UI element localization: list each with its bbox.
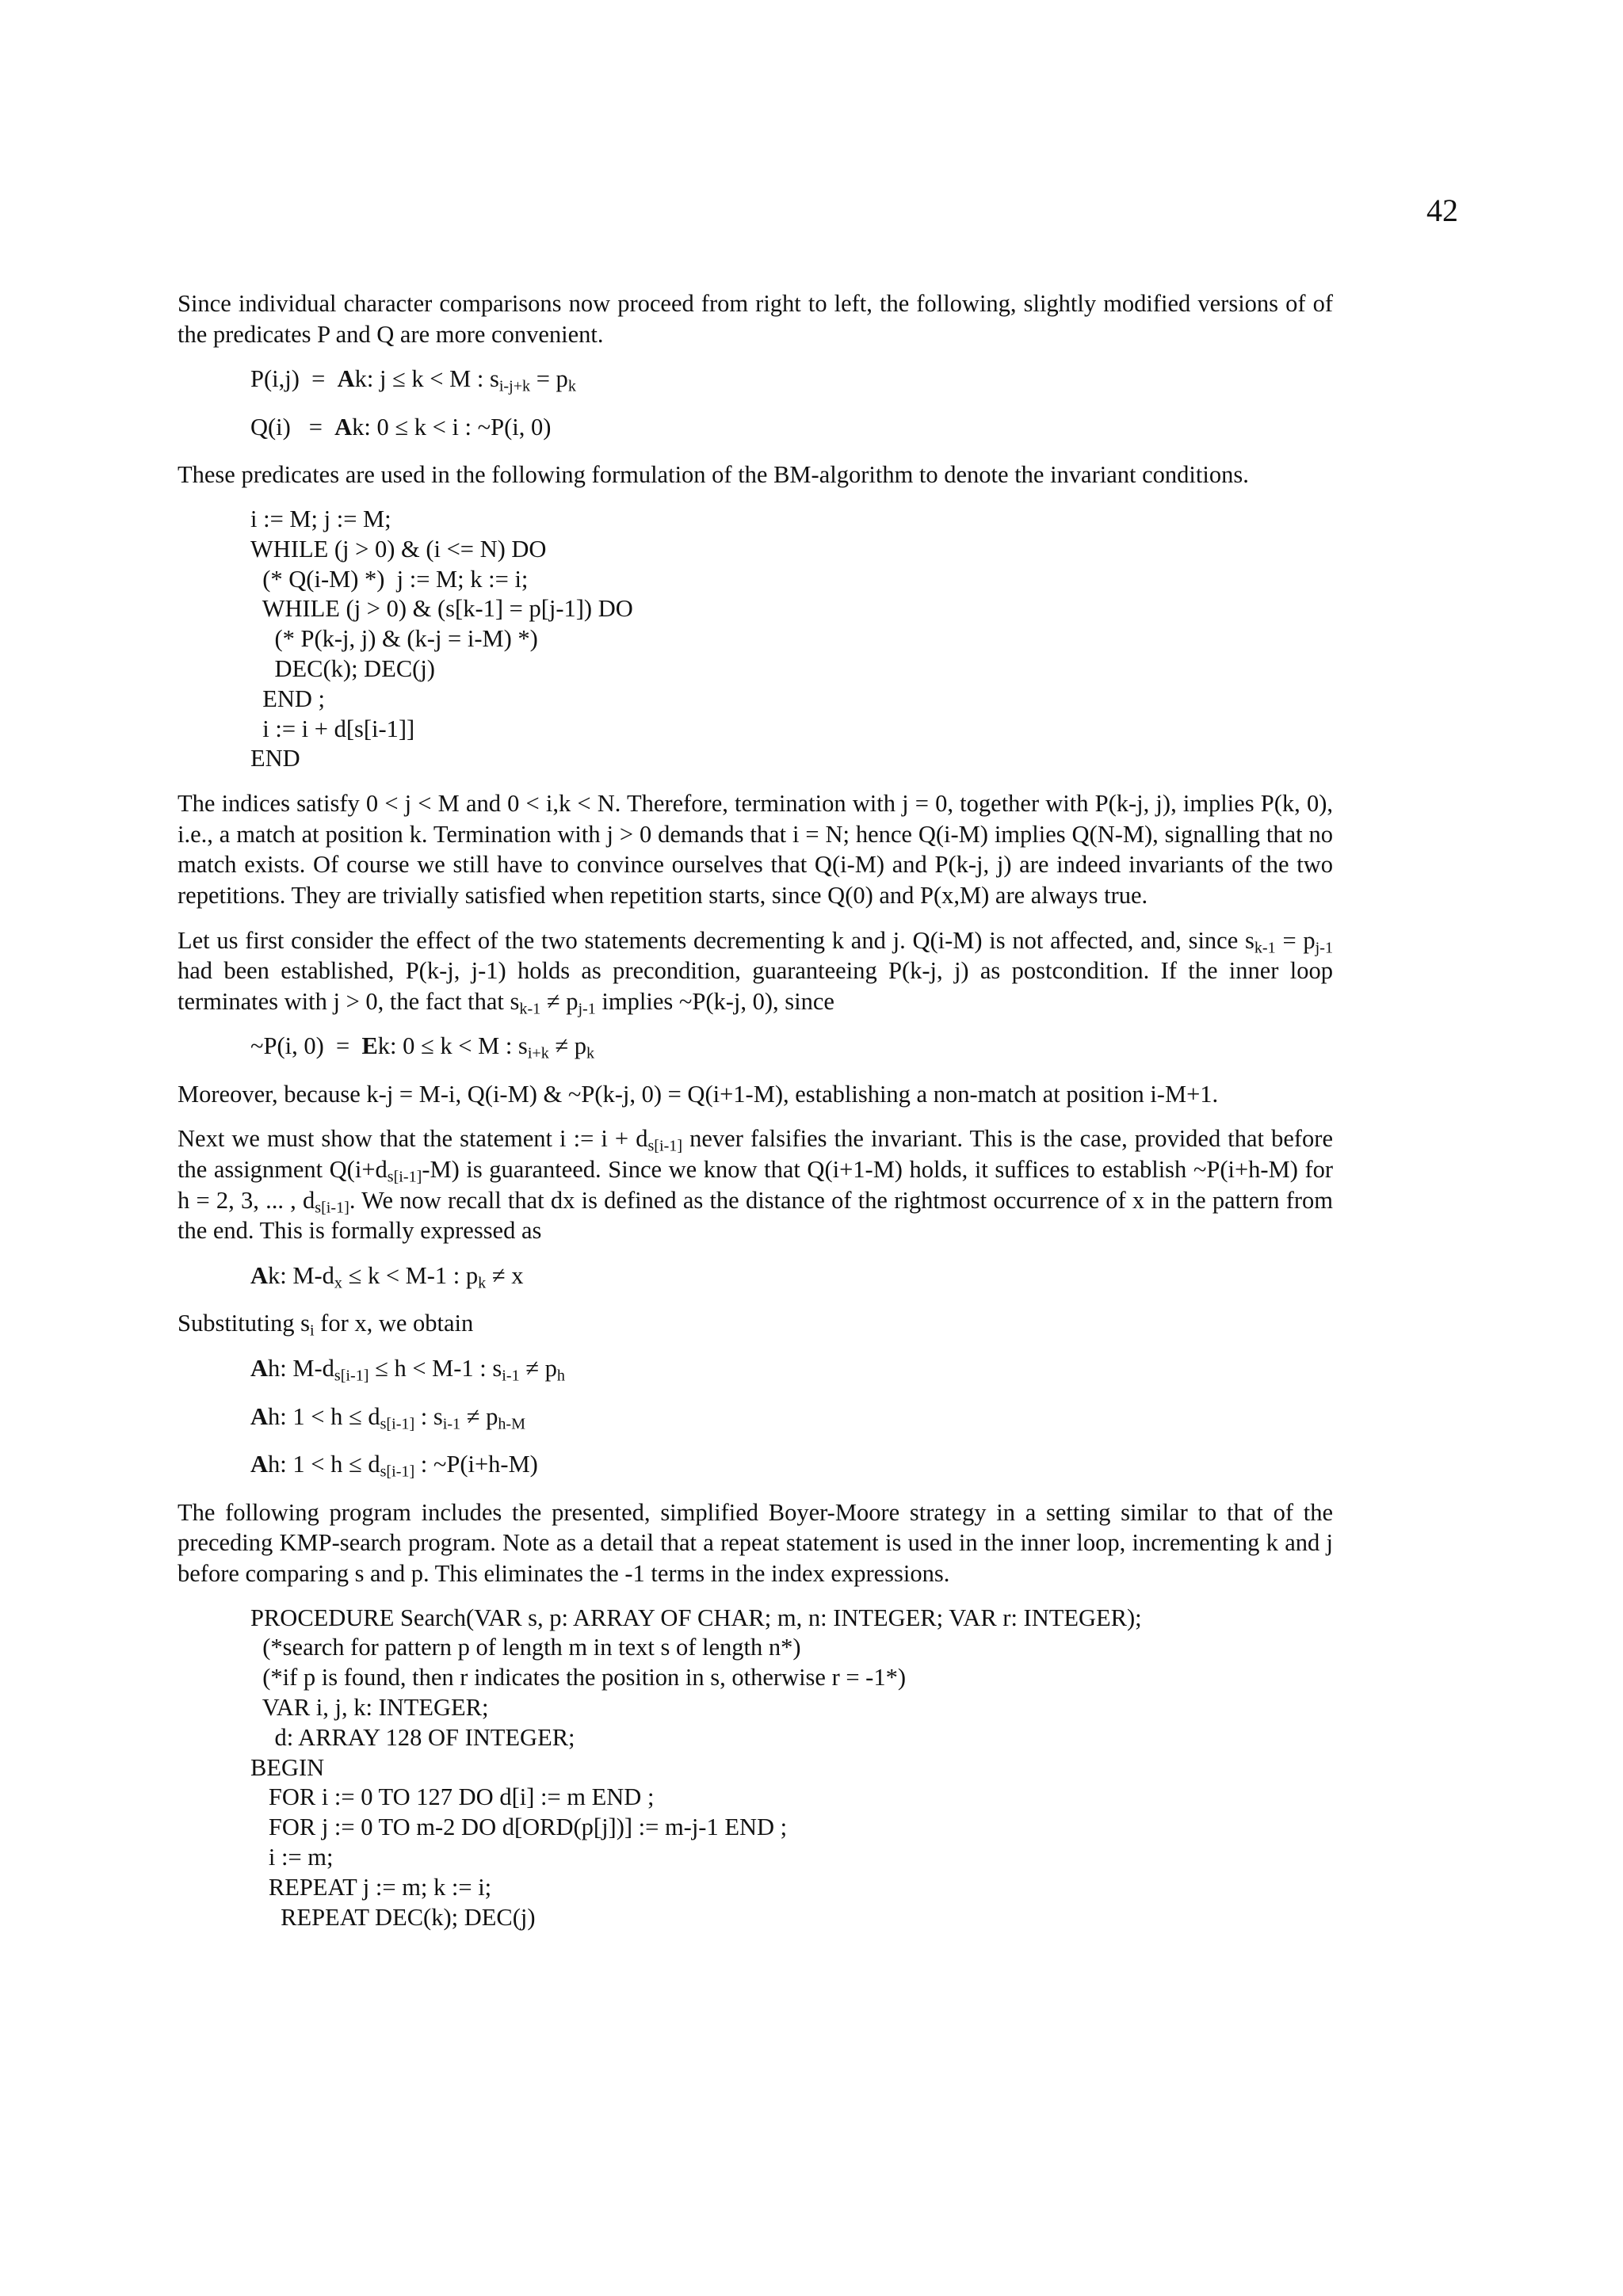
- formula-substituted-2: Ah: $1 < h \le d_{s[i-1]}$ : $s_{i-1} \ne p_{h-M}$: [250, 1402, 525, 1433]
- formula-not-p: ~P(i, 0) = Ek: 0 ≤ k < M : $s_{i+k} \ne p_k$: [250, 1032, 595, 1062]
- code-line: WHILE (j > 0) & (i <= N) DO: [250, 535, 547, 563]
- formula-substituted-3: Ah: $1 < h \le d_{s[i-1]}$ : ~P(i+h-M): [250, 1451, 538, 1481]
- code-line: i := i + d[s[i-1]]: [250, 715, 415, 742]
- code-line: PROCEDURE Search(VAR s, p: ARRAY OF CHAR; m, n: INTEGER; VAR r: INTEGER);: [250, 1604, 1142, 1631]
- formula-substituted-1: Ah: $M-d_{s[i-1]} \le h < M-1$ : $s_{i-1} \ne p_h$: [250, 1355, 565, 1385]
- formula-q-definition: Q(i) = Ak: 0 ≤ k < i : ~P(i, 0): [250, 413, 552, 441]
- paragraph-decrement-effect: Let us first consider the effect of the two statements decrementing k and j. Q(i-M) is not affected, and, since $s_{k-1} = p_{j-1}$ had been established, P(k-j, j-1) holds as precondition, guaranteeing P(k-j, j) as postcondition. If the inner loop terminates with j > 0, the fact that $s_{k-1} \ne p_{j-1}$ implies ~P(k-j, 0), since: [178, 926, 1333, 1018]
- code-line: VAR i, j, k: INTEGER;: [250, 1694, 489, 1721]
- paragraph-indices: The indices satisfy 0 < j < M and 0 < i,k < N. Therefore, termination with j = 0, together with P(k-j, j), implies P(k, 0), i.e., a match at position k. Termination with j > 0 demands that i = N; hence Q(i-M) implies Q(N-M), signalling that no match exists. Of course we still have to convince ourselves that Q(i-M) and P(k-j, j) are indeed invariants of the two repetitions. They are trivially satisfied when repetition starts, since Q(0) and P(x,M) are always true.: [178, 790, 1333, 909]
- page-body: [178, 288, 1333, 1947]
- code-line: i := M; j := M;: [250, 505, 391, 532]
- code-line: WHILE (j > 0) & (s[k-1] = p[j-1]) DO: [250, 595, 633, 623]
- paragraph-substituting: Substituting $s_i$ for x, we obtain: [178, 1310, 474, 1341]
- code-search-procedure: [250, 1604, 1333, 1933]
- code-line: FOR i := 0 TO 127 DO d[i] := m END ;: [250, 1783, 655, 1811]
- paragraph-moreover: Moreover, because k-j = M-i, Q(i-M) & ~P(k-j, 0) = Q(i+1-M), establishing a non-match at position i-M+1.: [178, 1080, 1219, 1108]
- code-line: i := m;: [250, 1843, 334, 1871]
- paragraph-intro: Since individual character comparisons now proceed from right to left, the following, slightly modified versions of of the predicates P and Q are more convenient.: [178, 290, 1333, 348]
- code-line: END: [250, 745, 300, 772]
- code-line: BEGIN: [250, 1753, 325, 1781]
- code-line: (*search for pattern p of length m in text s of length n*): [250, 1634, 801, 1661]
- formula-distance: Ak: $M-d_x \le k < M-1$ : $p_k \ne x$: [250, 1261, 524, 1292]
- code-bm-algorithm: [250, 505, 1333, 774]
- paragraph-program-intro: The following program includes the presented, simplified Boyer-Moore strategy in a setting similar to that of the preceding KMP-search program. Note as a detail that a repeat statement is used in the inner loop, incrementing k and j before comparing s and p. This eliminates the -1 terms in the index expressions.: [178, 1498, 1333, 1588]
- code-line: (*if p is found, then r indicates the position in s, otherwise r = -1*): [250, 1664, 906, 1691]
- paragraph-predicates: These predicates are used in the following formulation of the BM-algorithm to denote the invariant conditions.: [178, 461, 1249, 489]
- code-line: (* Q(i-M) *) j := M; k := i;: [250, 565, 529, 593]
- code-line: REPEAT DEC(k); DEC(j): [250, 1903, 536, 1931]
- code-line: END ;: [250, 685, 326, 712]
- code-line: DEC(k); DEC(j): [250, 654, 435, 682]
- code-line: REPEAT j := m; k := i;: [250, 1873, 492, 1901]
- page-number: 42: [1426, 193, 1458, 228]
- code-line: FOR j := 0 TO m-2 DO d[ORD(p[j])] := m-j-1 END ;: [250, 1814, 788, 1841]
- code-line: (* P(k-j, j) & (k-j = i-M) *): [250, 625, 538, 653]
- paragraph-assignment-invariant: Next we must show that the statement i := $i + d_{s[i-1]}$ never falsifies the invariant. This is the case, provided that before the assignment $Q(i+d_{s[i-1]}-M)$ is guaranteed. Since we know that Q(i+1-M) holds, it suffices to establish ~P(i+h-M) for h = 2, 3, ... , $d_{s[i-1]}$. We now recall that dx is defined as the distance of the rightmost occurrence of x in the pattern from the end. This is formally expressed as: [178, 1125, 1334, 1245]
- code-line: d: ARRAY 128 OF INTEGER;: [250, 1723, 575, 1751]
- formula-p-definition: P(i,j) = Ak: j ≤ k < M : $s_{i-j+k} = p_k$: [250, 365, 576, 395]
